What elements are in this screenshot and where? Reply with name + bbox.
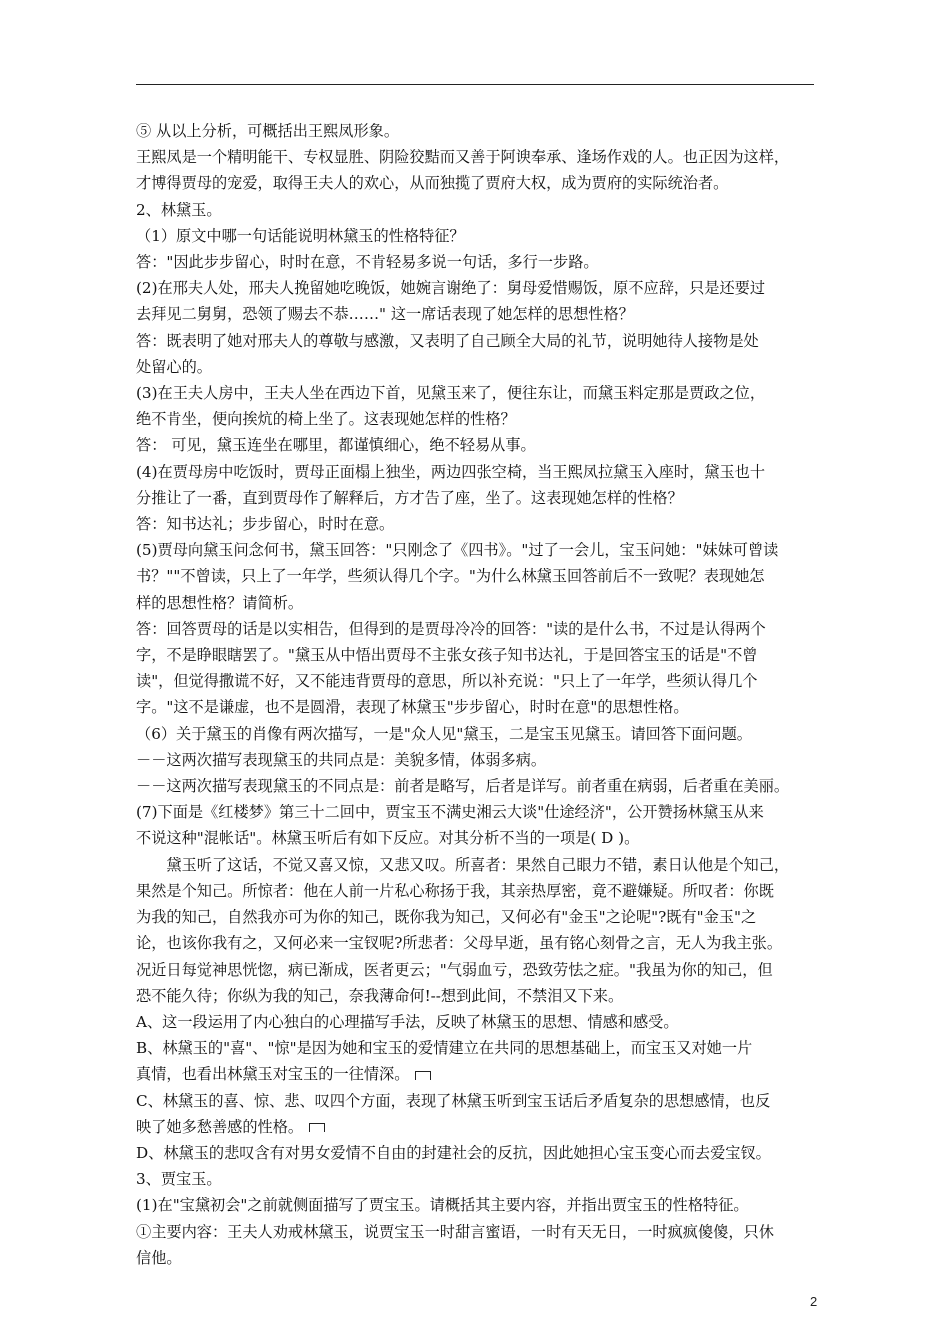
text-line: 才博得贾母的宠爱，取得王夫人的欢心，从而独揽了贾府大权，成为贾府的实际统治者。 (136, 174, 729, 193)
question-line: 去拜见二舅舅，恐领了赐去不恭……" 这一席话表现了她怎样的思想性格？ (136, 305, 634, 324)
question-line: 分推让了一番，直到贾母作了解释后，方才告了座，坐了。这表现她怎样的性格？ (136, 488, 683, 507)
option-a: A、这一段运用了内心独白的心理描写手法，反映了林黛玉的思想、情感和感受。 (136, 1012, 679, 1031)
question-line: 书？""不曾读，只上了一年学，些须认得几个字。"为什么林黛玉回答前后不一致呢？表现她怎 (136, 567, 765, 586)
answer-line: －－这两次描写表现黛玉的共同点是：美貌多情，体弱多病。 (136, 750, 547, 769)
question-line: (5)贾母向黛玉问念何书，黛玉回答："只刚念了《四书》。"过了一会儿，宝玉问她："妹妹可曾读 (136, 541, 779, 560)
answer-line: 答：回答贾母的话是以实相告，但得到的是贾母冷冷的回答："读的是什么书，不过是认得两个 (136, 619, 766, 638)
option-b-cont (136, 1061, 816, 1087)
option-b-text: 真情，也看出林黛玉对宝玉的一往情深。 (136, 1065, 410, 1084)
question-line: （1）原文中哪一句话能说明林黛玉的性格特征？ (136, 226, 465, 245)
answer-line: 读"，但觉得撒谎不好，又不能违背贾母的意思，所以补充说："只上了一年学，些须认得几个 (136, 672, 758, 691)
quoted-passage-line: 恐不能久待；你纵为我的知己，奈我薄命何!--想到此间，不禁泪又下来。 (136, 986, 624, 1005)
option-b: B、林黛玉的"喜"、"惊"是因为她和宝玉的爱情建立在共同的思想基础上，而宝玉又对她一片 (136, 1039, 753, 1058)
answer-line: ①主要内容：王夫人劝戒林黛玉，说贾宝玉一时甜言蜜语，一时有天无日，一时疯疯傻傻，只休 (136, 1222, 774, 1241)
quoted-passage-line: 果然是个知己。所惊者：他在人前一片私心称扬于我，其亲热厚密，竟不避嫌疑。所叹者：你既 (136, 881, 774, 900)
question-line: 不说这种"混帐话"。林黛玉听后有如下反应。对其分析不当的一项是( D )。 (136, 829, 640, 848)
question-line: 绝不肯坐，便向挨炕的椅上坐了。这表现她怎样的性格？ (136, 410, 516, 429)
text-line: ⑤ 从以上分析，可概括出王熙凤形象。 (136, 122, 400, 140)
answer-line: 信他。 (136, 1248, 182, 1267)
section-heading: 3、贾宝玉。 (136, 1170, 222, 1189)
page-number: 2 (810, 1294, 818, 1309)
quoted-passage-line: 黛玉听了这话，不觉又喜又惊，又悲又叹。所喜者：果然自己眼力不错，素日认他是个知己， (166, 855, 790, 874)
question-line: 样的思想性格？请简析。 (136, 593, 304, 612)
question-line: (2)在邢夫人处，邢夫人挽留她吃晚饭，她婉言谢绝了：舅母爱惜赐饭，原不应辞，只是还要过 (136, 279, 766, 298)
option-c: C、林黛玉的喜、惊、悲、叹四个方面，表现了林黛玉听到宝玉话后矛盾复杂的思想感情，也反 (136, 1091, 771, 1110)
answer-line: 答："因此步步留心，时时在意，不肯轻易多说一句话，多行一步路。 (136, 253, 599, 272)
header-rule (136, 84, 814, 85)
answer-line: 答： 可见，黛玉连坐在哪里，都谨慎细心，绝不轻易从事。 (136, 436, 536, 455)
question-line: (4)在贾母房中吃饭时，贾母正面榻上独坐，两边四张空椅，当王熙凤拉黛玉入座时，黛玉也十 (136, 462, 766, 481)
answer-line: 字。"这不是谦虚，也不是圆滑，表现了林黛玉"步步留心，时时在意"的思想性格。 (136, 698, 689, 717)
edit-mark-icon (309, 1123, 325, 1132)
question-line: (3)在王夫人房中，王夫人坐在西边下首，见黛玉来了，便往东让，而黛玉料定那是贾政之位， (136, 384, 766, 403)
question-line: (1)在"宝黛初会"之前就侧面描写了贾宝玉。请概括其主要内容，并指出贾宝玉的性格特征。 (136, 1196, 749, 1215)
quoted-passage-line: 为我的知己，自然我亦可为你的知己，既你我为知己，又何必有"金玉"之论呢"?既有"金玉"之 (136, 908, 757, 927)
answer-line: －－这两次描写表现黛玉的不同点是：前者是略写，后者是详写。前者重在病弱，后者重在美丽。 (136, 777, 790, 796)
edit-mark-icon (415, 1071, 431, 1080)
question-line: (7)下面是《红楼梦》第三十二回中，贾宝玉不满史湘云大谈"仕途经济"，公开赞扬林黛玉从来 (136, 803, 764, 822)
answer-line: 答：知书达礼；步步留心，时时在意。 (136, 515, 395, 534)
option-c-cont (136, 1114, 816, 1140)
document-body (136, 118, 816, 1271)
answer-line: 答：既表明了她对邢夫人的尊敬与感激，又表明了自己顾全大局的礼节，说明她待人接物是处 (136, 331, 759, 350)
text-line: 王熙凤是一个精明能干、专权显胜、阴险狡黠而又善于阿谀奉承、逢场作戏的人。也正因为这样， (136, 148, 790, 167)
answer-line: 处留心的。 (136, 357, 212, 376)
quoted-passage-line: 论，也该你我有之，又何必来一宝钗呢?所悲者：父母早逝，虽有铭心刻骨之言，无人为我主张。 (136, 934, 783, 953)
section-heading: 2、林黛玉。 (136, 200, 222, 219)
option-c-text: 映了她多愁善感的性格。 (136, 1117, 304, 1136)
quoted-passage-line: 况近日每觉神思恍惚，病已渐成，医者更云；"气弱血亏，恐致劳怯之症。"我虽为你的知己，但 (136, 960, 773, 979)
answer-line: 字，不是睁眼瞎罢了。"黛玉从中悟出贾母不主张女孩子知书达礼，于是回答宝玉的话是"不曾 (136, 646, 758, 665)
question-line: （6）关于黛玉的肖像有两次描写，一是"众人见"黛玉，二是宝玉见黛玉。请回答下面问题。 (136, 724, 752, 743)
option-d: D、林黛玉的悲叹含有对男女爱情不自由的封建社会的反抗，因此她担心宝玉变心而去爱宝钗。 (136, 1143, 771, 1162)
